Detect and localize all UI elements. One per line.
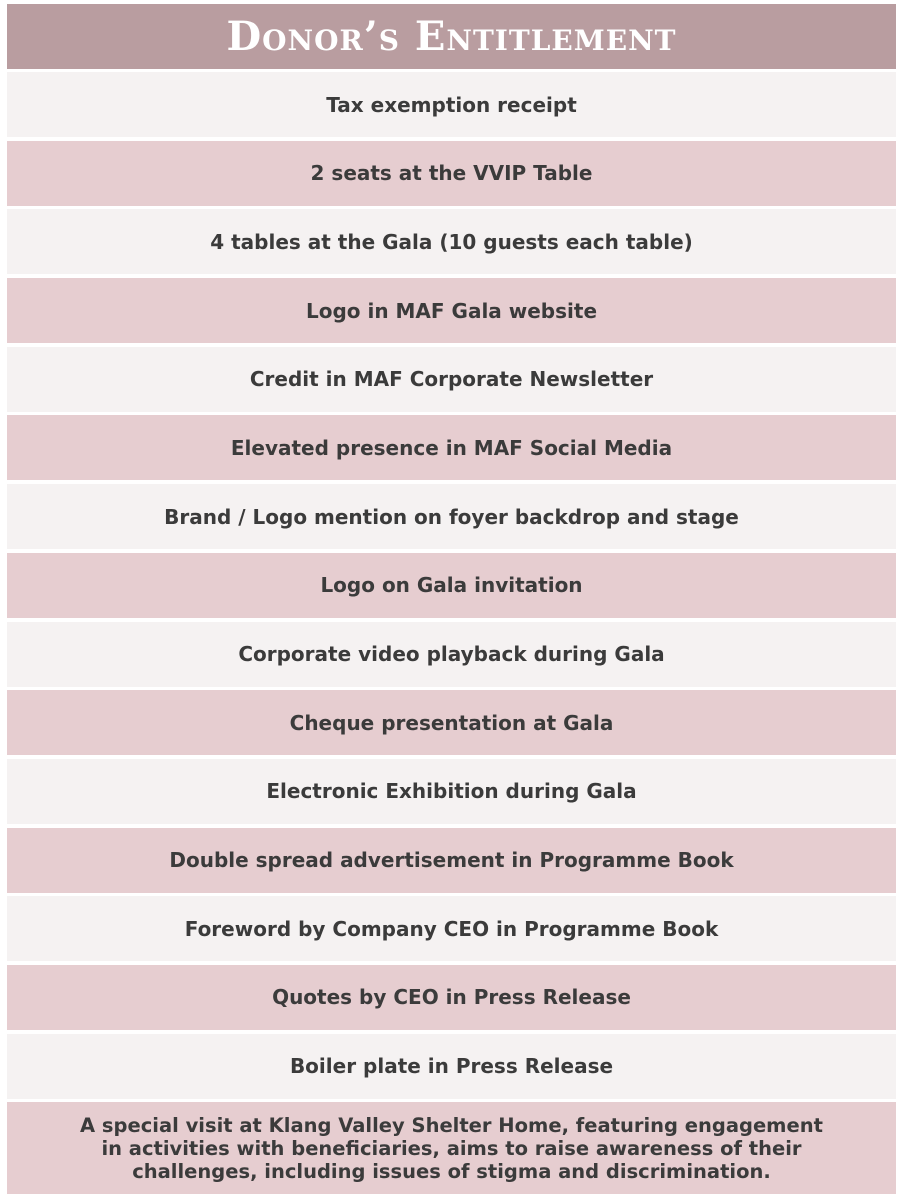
entitlement-text: Tax exemption receipt <box>326 92 577 117</box>
entitlement-row <box>7 896 896 961</box>
entitlement-row <box>7 278 896 343</box>
entitlement-row <box>7 72 896 137</box>
entitlement-row <box>7 141 896 206</box>
entitlement-text: 2 seats at the VVIP Table <box>310 161 593 186</box>
entitlement-row <box>7 415 896 480</box>
entitlement-row <box>7 965 896 1030</box>
entitlement-row <box>7 690 896 755</box>
entitlement-text: Elevated presence in MAF Social Media <box>230 435 673 460</box>
entitlement-row <box>7 1102 896 1194</box>
entitlement-text: Quotes by CEO in Press Release <box>272 985 631 1010</box>
table-header <box>7 4 896 69</box>
page-title: Donor’s Entitlement <box>226 12 677 60</box>
entitlement-text: Cheque presentation at Gala <box>289 710 614 735</box>
entitlement-row <box>7 759 896 824</box>
entitlement-text: 4 tables at the Gala (10 guests each table) <box>210 229 693 254</box>
entitlement-text: A special visit at Klang Valley Shelter Home, featuring engagement in activities with beneficiaries, aims to raise awareness of their challenges, including issues of stigma and discrimination. <box>80 1113 823 1183</box>
entitlement-text: Boiler plate in Press Release <box>289 1054 614 1079</box>
entitlement-row <box>7 553 896 618</box>
entitlement-table <box>7 4 896 1194</box>
entitlement-text: Logo on Gala invitation <box>320 573 583 598</box>
entitlement-text: Logo in MAF Gala website <box>305 298 598 323</box>
entitlement-text: Credit in MAF Corporate Newsletter <box>249 367 654 392</box>
entitlement-text: Double spread advertisement in Programme Book <box>169 848 734 873</box>
entitlement-text: Foreword by Company CEO in Programme Book <box>184 916 719 941</box>
entitlement-row <box>7 209 896 274</box>
entitlement-row <box>7 622 896 687</box>
entitlement-row <box>7 347 896 412</box>
entitlement-row <box>7 484 896 549</box>
entitlement-text: Corporate video playback during Gala <box>238 642 665 666</box>
entitlement-text: Electronic Exhibition during Gala <box>266 779 637 804</box>
entitlement-row <box>7 1034 896 1099</box>
entitlement-row <box>7 828 896 893</box>
entitlement-text: Brand / Logo mention on foyer backdrop and stage <box>164 504 739 529</box>
